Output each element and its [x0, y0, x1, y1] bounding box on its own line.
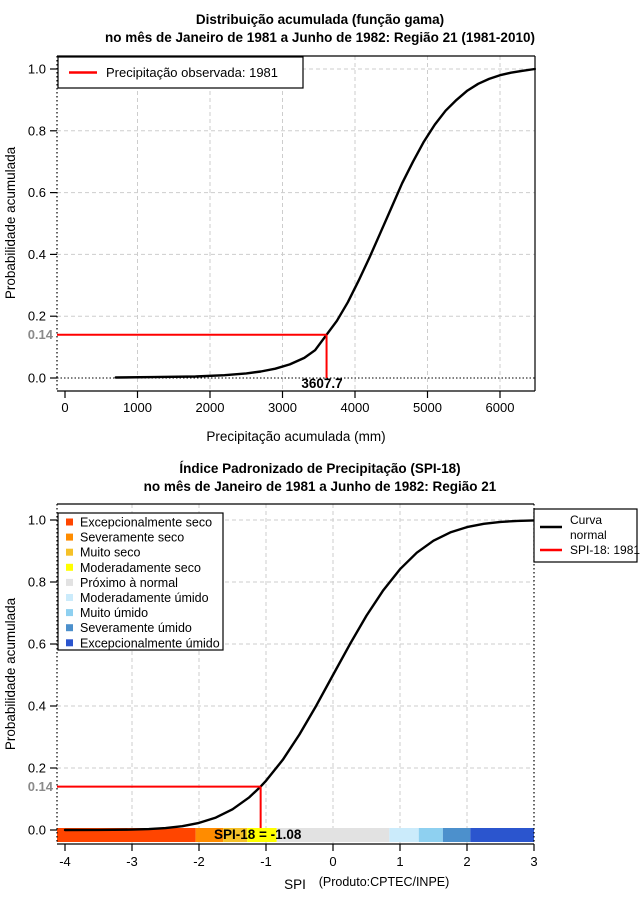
spi-category-bar-segment [443, 828, 470, 842]
category-swatch [66, 564, 73, 571]
top-chart-plot-area [28, 56, 535, 415]
category-swatch [66, 549, 73, 556]
y-tick-label: 0.6 [27, 636, 46, 652]
spi-value-annotation: SPI-18 = -1.08 [214, 827, 302, 842]
x-tick-label: -3 [126, 854, 138, 869]
y-tick-label: 0.0 [27, 370, 46, 386]
top-x-axis-title: Precipitação acumulada (mm) [206, 429, 386, 444]
y-tick-label: 0.8 [27, 123, 46, 139]
category-label: Severamente seco [80, 530, 185, 545]
y-tick-label: 1.0 [27, 512, 46, 528]
cdf-curve [116, 69, 535, 378]
category-swatch [66, 639, 73, 646]
normal-curve-label-line2: normal [570, 528, 607, 542]
x-tick-label: 5000 [413, 400, 442, 415]
x-tick-label: 0 [61, 400, 69, 415]
y-tick-label: 0.8 [27, 574, 46, 590]
category-swatch [66, 519, 73, 526]
x-tick-label: 2 [463, 854, 471, 869]
spi-category-bar-segment [470, 828, 534, 842]
y-tick-label: 0.4 [27, 246, 46, 262]
spi-category-legend [58, 513, 223, 650]
x-tick-label: 3000 [268, 400, 297, 415]
top-threshold-probability-label: 0.14 [27, 327, 53, 342]
category-label: Excepcionalmente seco [80, 515, 213, 530]
bottom-chart-title-line2: no mês de Janeiro de 1981 a Junho de 1982: Região 21 [143, 479, 497, 494]
y-tick-label: 0.2 [27, 760, 46, 776]
category-swatch [66, 594, 73, 601]
x-tick-label: 6000 [485, 400, 515, 415]
top-chart-legend [58, 57, 303, 88]
top-chart-title-line2: no mês de Janeiro de 1981 a Junho de 1982: Região 21 (1981-2010) [105, 30, 535, 45]
y-tick-label: 1.0 [27, 61, 46, 77]
category-swatch [66, 579, 73, 586]
category-label: Próximo à normal [80, 575, 178, 590]
category-swatch [66, 609, 73, 616]
y-tick-label: 0.4 [27, 698, 46, 714]
x-tick-label: 1 [396, 854, 404, 869]
top-threshold-x-label: 3607.7 [301, 376, 343, 391]
bottom-x-axis-title: SPI [284, 877, 306, 892]
bottom-threshold-probability-label: 0.14 [27, 779, 53, 794]
top-chart-title-line1: Distribuição acumulada (função gama) [195, 12, 445, 27]
bottom-chart-title-line1: Índice Padronizado de Precipitação (SPI-18) [179, 461, 461, 476]
y-tick-label: 0.2 [27, 308, 46, 324]
observed-legend-label: Precipitação observada: 1981 [106, 65, 279, 80]
category-label: Muito seco [80, 545, 141, 560]
category-swatch [66, 624, 73, 631]
x-tick-label: -4 [59, 854, 71, 869]
category-label: Muito úmido [80, 606, 149, 621]
y-tick-label: 0.6 [27, 185, 46, 201]
y-tick-label: 0.0 [27, 822, 46, 838]
category-label: Moderadamente úmido [80, 591, 209, 605]
x-tick-label: 4000 [340, 400, 370, 415]
spi-category-bar-segment [389, 828, 418, 842]
normal-curve-legend [534, 509, 640, 562]
bottom-y-axis-title: Probabilidade acumulada [3, 597, 18, 751]
category-label: Severamente úmido [80, 621, 192, 636]
category-swatch [66, 534, 73, 541]
category-label: Excepcionalmente úmido [80, 636, 220, 651]
x-tick-label: 1000 [123, 400, 152, 415]
product-credit: (Produto:CPTEC/INPE) [318, 875, 450, 889]
x-tick-label: -1 [260, 854, 272, 869]
category-label: Moderadamente seco [80, 560, 201, 575]
spi-category-bar-segment [419, 828, 443, 842]
top-y-axis-title: Probabilidade acumulada [3, 146, 18, 300]
x-tick-label: 3 [530, 854, 538, 869]
normal-curve-label-line1: Curva [570, 513, 603, 527]
x-tick-label: 0 [329, 854, 337, 869]
x-tick-label: 2000 [195, 400, 225, 415]
x-tick-label: -2 [193, 854, 205, 869]
spi-observed-label: SPI-18: 1981 [570, 543, 640, 557]
